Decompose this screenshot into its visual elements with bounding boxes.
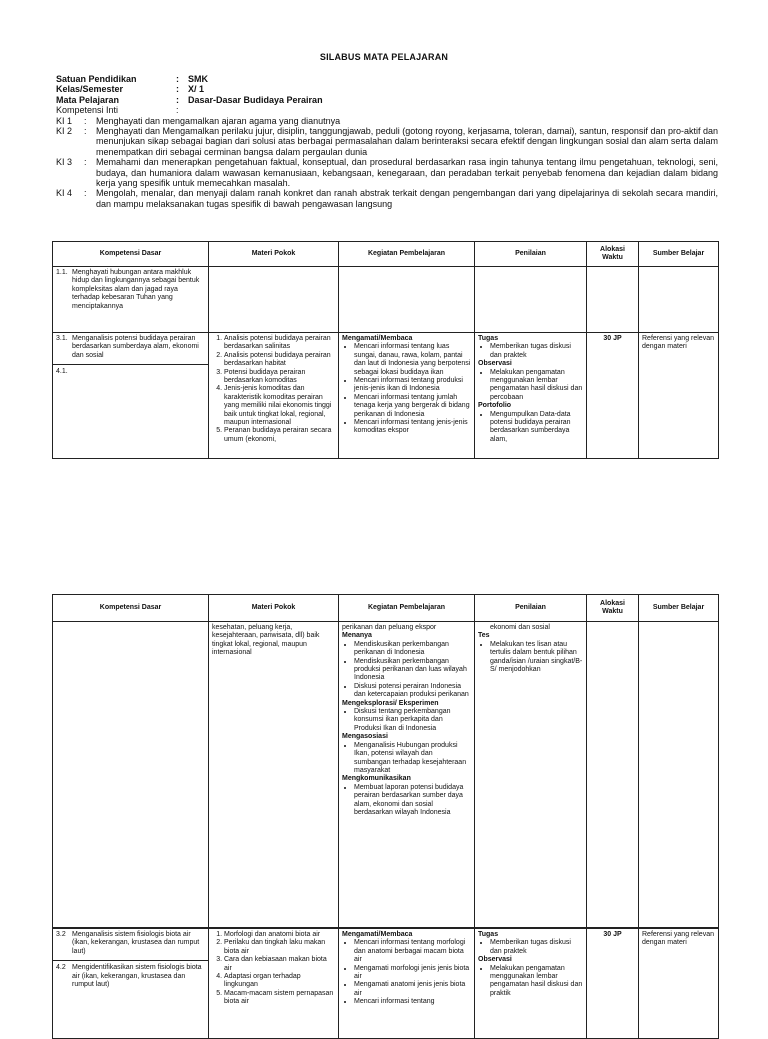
table-row [53, 622, 719, 928]
assessment-heading: Tugas [478, 931, 499, 938]
materi-list [212, 931, 335, 1007]
ki-text: Mengolah, menalar, dan menyaji dalam ranah konkret dan ranah abstrak terkait dengan pengembangan dari yang dipelajarinya di sekolah secara mandiri, dan mampu melaksanakan tugas spesifik di bawah pengawasan langsung [96, 188, 718, 209]
kd-text: Menganalisis sistem fisiologis biota air (ikan, kekerangan, krustasea dan rumput laut) [72, 931, 200, 955]
meta-row: Kelas/Semester : X/ 1 [56, 84, 205, 95]
syllabus-table-3 [52, 928, 719, 1039]
list-item: • Mencari informasi tentang jumlah tenaga kerja yang bergerak di bidang perikanan di Indonesia [354, 394, 471, 419]
list-item: • Mencari informasi tentang jenis-jenis komoditas ekspor [354, 419, 471, 436]
materi-cell: kesehatan, peluang kerja, kesejahteraan, pariwisata, dll) baik tingkat lokal, regional, maupun internasional [209, 622, 339, 928]
list-item: 5. Peranan budidaya perairan secara umum (ekonomi, [224, 427, 335, 444]
assessment-heading: Tes [478, 632, 490, 640]
materi-list [212, 335, 335, 444]
kegiatan-cell [339, 929, 475, 1039]
kegiatan-cell [339, 622, 475, 928]
list-item: 3. Potensi budidaya perairan berdasarkan komoditas [224, 369, 335, 386]
meta-label: Satuan Pendidikan [56, 74, 137, 84]
list-item: • Mencari informasi tentang morfologi dan anatomi berbagai macam biota air [354, 939, 471, 964]
activity-heading: Mengeksplorasi/ Eksperimen [342, 699, 439, 707]
list-item: • Melakukan tes lisan atau tertulis dalam bentuk pilihan ganda/isian /uraian singkat/B-S/ menjodohkan [490, 641, 583, 675]
kd-number: 3.1. [56, 335, 68, 342]
list-item: • Memberikan tugas diskusi dan praktek [490, 939, 583, 956]
kd-cell [53, 267, 209, 333]
ki-code: KI 1 [56, 115, 73, 126]
ki-code: KI 4 [56, 188, 73, 199]
penilaian-cell [475, 333, 587, 459]
ki-row: KI 1 : Menghayati dan mengamalkan ajaran agama yang dianutnya [56, 116, 718, 126]
assessment-heading: Observasi [478, 360, 512, 368]
list-item: • Diskusi tentang perkembangan konsumsi ikan perkapita dan Produksi Ikan di Indonesia [354, 708, 471, 733]
list-item: 4. Jenis-jenis komoditas dan karakteristik komoditas perairan yang memiliki nilai ekonomis tinggi baik untuk tingkat lokal, regional, maupun internasional [224, 385, 335, 427]
sumber-cell: Referensi yang relevan dengan materi [639, 333, 719, 459]
list-item: • Melakukan pengamatan menggunakan lembar pengamatan hasil diskusi dan percobaan [490, 369, 583, 403]
activity-heading: Mengkomunikasikan [342, 775, 411, 783]
list-item: • Mengumpulkan Data-data potensi budidaya perairan berdasarkan sumberdaya alam, [490, 411, 583, 445]
header-kegiatan: Kegiatan Pembelajaran [339, 595, 475, 622]
table-row [53, 267, 719, 333]
activity-heading: Menanya [342, 632, 372, 640]
list-item: 1. Morfologi dan anatomi biota air [224, 931, 335, 939]
table-header-row [53, 242, 719, 267]
alokasi-cell: 30 JP [587, 333, 639, 459]
ki-code: KI 3 [56, 157, 73, 168]
ki-row: KI 2 : Menghayati dan Mengamalkan perilaku jujur, disiplin, tanggungjawab, peduli (gotong royong, kerjasama, toleran, damai), santun, responsif dan pro-aktif dan menunjukan sikap sebagai bagian dari solusi atas berbagai permasalahan dalam berinteraksi secara efektif dengan lingkungan sosial dan alam serta dalam menempatkan diri sebagai cerminan bangsa dalam pergaulan dunia [56, 126, 718, 157]
activity-list [342, 343, 471, 435]
materi-cell [209, 333, 339, 459]
ki-row: KI 4 : Mengolah, menalar, dan menyaji dalam ranah konkret dan ranah abstrak terkait dengan pengembangan dari yang dipelajarinya di sekolah secara mandiri, dan mampu melaksanakan tugas spesifik di bawah pengawasan langsung [56, 188, 718, 209]
list-item: • Mengamati morfologi jenis jenis biota air [354, 965, 471, 982]
list-item: • Memberikan tugas diskusi dan praktek [490, 343, 583, 360]
list-item: 4. Adaptasi organ terhadap lingkungan [224, 973, 335, 990]
meta-row: Kompetensi Inti : [56, 105, 179, 116]
assessment-heading: Portofolio [478, 402, 512, 410]
table-row [53, 929, 719, 1039]
penilaian-cell [475, 929, 587, 1039]
header-materi-pokok: Materi Pokok [209, 595, 339, 622]
assessment-heading: Observasi [478, 956, 512, 964]
list-item: • Mencari informasi tentang [354, 998, 471, 1006]
kd-text: Menghayati hubungan antara makhluk hidup dan lingkungannya sebagai bentuk kompleksitas alam dan jagad raya terhadap kebesaran Tuhan yang menciptakannya [72, 269, 200, 310]
kegiatan-cell [339, 333, 475, 459]
ki-row: KI 3 : Memahami dan menerapkan pengetahuan faktual, konseptual, dan prosedural berdasarkan rasa ingin tahunya tentang ilmu pengetahuan, teknologi, seni, budaya, dan humaniora dalam wawasan kemanusiaan, kebangsaan, kenegaraan, dan peradaban terkait penyebab fenomena dan kejadian dalam bidang kerja yang spesifik untuk memecahkan masalah. [56, 157, 718, 189]
header-sumber: Sumber Belajar [639, 242, 719, 267]
kd-number: 3.2 [56, 931, 66, 938]
table-row [53, 333, 719, 459]
kd-cell [53, 929, 209, 1039]
header-kegiatan: Kegiatan Pembelajaran [339, 242, 475, 267]
materi-cell [209, 929, 339, 1039]
header-sumber: Sumber Belajar [639, 595, 719, 622]
activity-heading: Mengamati/Membaca [342, 931, 413, 938]
kd-text: Menganalisis potensi budidaya perairan berdasarkan sumberdaya alam, ekonomi dan sosial [72, 335, 199, 359]
meta-row: Mata Pelajaran : Dasar-Dasar Budidaya Perairan [56, 94, 323, 105]
list-item: • Mencari informasi tentang produksi jenis-jenis ikan di Indonesia [354, 377, 471, 394]
kd-cell [53, 333, 209, 459]
list-item: 2. Perilaku dan tingkah laku makan biota air [224, 939, 335, 956]
list-item: 5. Macam-macam sistem pernapasan biota air [224, 990, 335, 1007]
list-item: 3. Cara dan kebiasaan makan biota air [224, 956, 335, 973]
syllabus-meta [56, 74, 718, 209]
header-alokasi: Alokasi Waktu [587, 242, 639, 267]
list-item: 2. Analisis potensi budidaya perairan berdasarkan habitat [224, 352, 335, 369]
list-item: • Mengamati anatomi jenis jenis biota air [354, 981, 471, 998]
list-item: • Mencari informasi tentang luas sungai, danau, rawa, kolam, pantai dan laut di Indonesia yang berpotensi sebagai lokasi budidaya ikan [354, 343, 471, 377]
meta-label: Kompetensi Inti [56, 105, 119, 116]
assessment-heading: Tugas [478, 335, 499, 342]
list-item: • Diskusi potensi perairan Indonesia dan ketercapaian produksi perikanan [354, 683, 471, 700]
header-kompetensi-dasar: Kompetensi Dasar [53, 595, 209, 622]
meta-row: Satuan Pendidikan : SMK [56, 74, 208, 84]
document-title: SILABUS MATA PELAJARAN [319, 52, 449, 62]
kd-number: 4.2 [56, 964, 66, 972]
activity-heading: Mengasosiasi [342, 733, 388, 741]
list-item: • Melakukan pengamatan menggunakan lembar pengamatan hasil diskusi dan praktik [490, 965, 583, 999]
header-alokasi: Alokasi Waktu [587, 595, 639, 622]
kd-text: Mengidentifikasikan sistem fisiologis biota air (ikan, kekerangan, krustasea dan rumput laut) [72, 964, 202, 989]
table-header-row [53, 595, 719, 622]
activity-heading: Mengamati/Membaca [342, 335, 413, 342]
ki-code: KI 2 [56, 126, 73, 137]
meta-label: Kelas/Semester [56, 84, 124, 95]
meta-value: X/ 1 [188, 84, 205, 95]
list-item: • Membuat laporan potensi budidaya perairan berdasarkan sumber daya alam, ekonomi dan sosial berdasarkan wilayah Indonesia [354, 784, 471, 818]
header-materi-pokok: Materi Pokok [209, 242, 339, 267]
ki-text: Menghayati dan Mengamalkan perilaku jujur, disiplin, tanggungjawab, peduli (gotong royong, kerjasama, toleran, damai), santun, responsif dan pro-aktif dan menunjukan sikap sebagai bagian dari solusi atas berbagai permasalahan dalam berinteraksi secara efektif dengan lingkungan sosial dan alam serta dalam menempatkan diri sebagai cerminan bangsa dalam pergaulan dunia [96, 126, 718, 157]
list-item: • Mendiskusikan perkembangan produksi perikanan dan luas wilayah Indonesia [354, 658, 471, 683]
list-item: 1. Analisis potensi budidaya perairan berdasarkan salinitas [224, 335, 335, 352]
syllabus-table-1 [52, 241, 719, 459]
list-item: • Mendiskusikan perkembangan perikanan di Indonesia [354, 641, 471, 658]
header-penilaian: Penilaian [475, 595, 587, 622]
ki-text: Menghayati dan mengamalkan ajaran agama yang dianutnya [96, 115, 341, 126]
kd-text: 4.1. [53, 364, 208, 376]
meta-label: Mata Pelajaran [56, 94, 120, 105]
alokasi-cell: 30 JP [587, 929, 639, 1039]
activity-continued: perikanan dan peluang ekspor [342, 624, 437, 631]
penilaian-cell [475, 622, 587, 928]
sumber-cell: Referensi yang relevan dengan materi [639, 929, 719, 1039]
meta-value: Dasar-Dasar Budidaya Perairan [188, 94, 323, 105]
header-penilaian: Penilaian [475, 242, 587, 267]
header-kompetensi-dasar: Kompetensi Dasar [53, 242, 209, 267]
ki-text: Memahami dan menerapkan pengetahuan faktual, konseptual, dan prosedural berdasarkan rasa ingin tahunya tentang ilmu pengetahuan, teknologi, seni, budaya, dan humaniora dalam wawasan kemanusiaan, kebangsaan, kenegaraan, dan peradaban terkait penyebab fenomena dan kejadian dalam bidang kerja yang spesifik untuk memecahkan masalah. [96, 157, 718, 189]
kd-number: 1.1. [56, 269, 68, 276]
syllabus-table-2 [52, 594, 719, 928]
meta-value: SMK [188, 74, 208, 84]
list-item: • Menganalisis Hubungan produksi Ikan, potensi wilayah dan sumbangan terhadap kesejahteraan masyarakat [354, 742, 471, 776]
assessment-continued: ekonomi dan sosial [490, 624, 550, 631]
